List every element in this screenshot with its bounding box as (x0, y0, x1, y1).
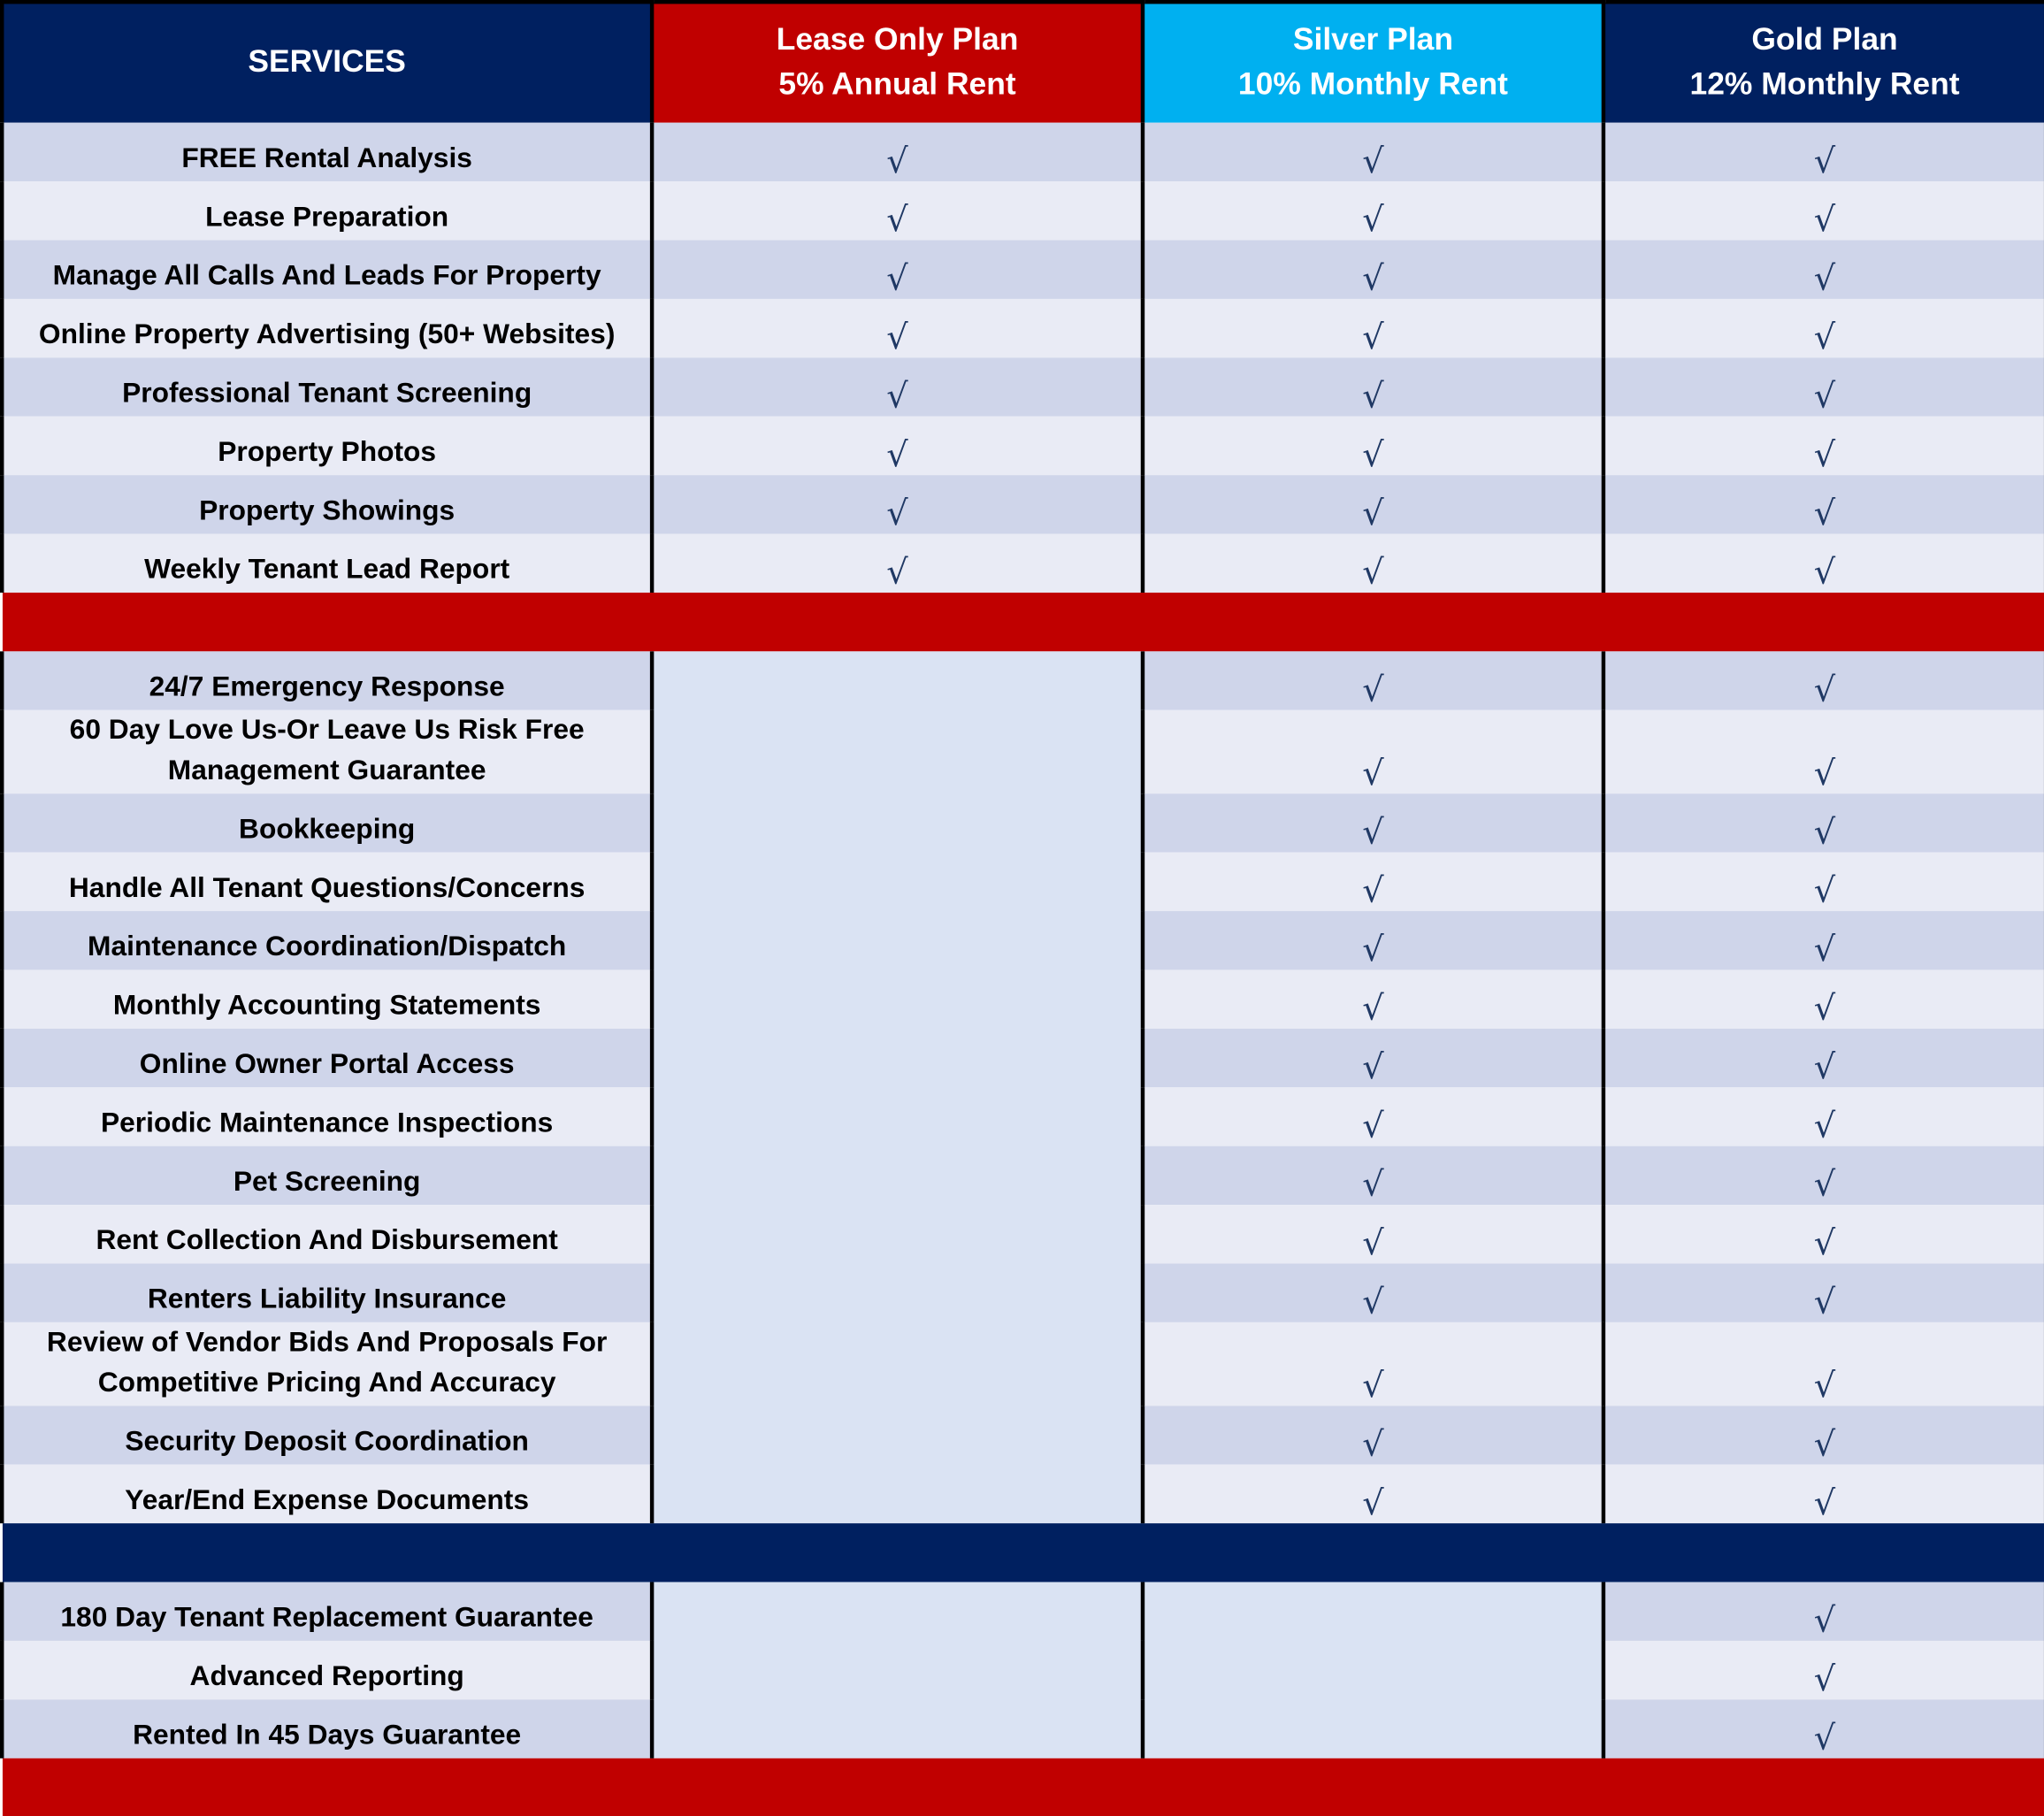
check-mark-icon: √ (1604, 1146, 2044, 1204)
check-mark-icon: √ (652, 122, 1143, 180)
service-name: Periodic Maintenance Inspections (2, 1087, 652, 1146)
check-mark-icon: √ (1143, 122, 1604, 180)
check-mark-icon: √ (652, 357, 1143, 416)
not-included-cell (1143, 1582, 1604, 1758)
service-name: Handle All Tenant Questions/Concerns (2, 852, 652, 910)
check-mark-icon: √ (1143, 416, 1604, 474)
section-divider (2, 592, 2044, 650)
service-name: Property Photos (2, 416, 652, 474)
service-name: Rented In 45 Days Guarantee (2, 1699, 652, 1758)
lease-only-plan-header (652, 2, 1143, 122)
service-name: Security Deposit Coordination (2, 1406, 652, 1464)
plan-price: 12% Monthly Rent (1689, 66, 1960, 103)
check-mark-icon: √ (1604, 533, 2044, 592)
plan-name: Gold Plan (1751, 22, 1898, 58)
check-mark-icon: √ (1143, 910, 1604, 969)
check-mark-icon: √ (1143, 1406, 1604, 1464)
check-mark-icon: √ (1143, 852, 1604, 910)
check-mark-icon: √ (652, 180, 1143, 239)
check-mark-icon: √ (1143, 1204, 1604, 1262)
header-row (2, 2, 2044, 122)
service-row (2, 122, 2044, 180)
check-mark-icon: √ (1604, 709, 2044, 793)
silver-plan-header (1143, 2, 1604, 122)
check-mark-icon: √ (1604, 1582, 2044, 1640)
service-name: Property Showings (2, 474, 652, 533)
check-mark-icon: √ (1143, 709, 1604, 793)
table-body (2, 122, 2044, 1816)
check-mark-icon: √ (1604, 240, 2044, 298)
check-mark-icon: √ (1604, 357, 2044, 416)
check-mark-icon: √ (652, 533, 1143, 592)
check-mark-icon: √ (1143, 969, 1604, 1028)
service-name: 180 Day Tenant Replacement Guarantee (2, 1582, 652, 1640)
service-row (2, 1582, 2044, 1640)
check-mark-icon: √ (1604, 122, 2044, 180)
section-divider (2, 1758, 2044, 1816)
service-row (2, 180, 2044, 239)
service-name: 24/7 Emergency Response (2, 651, 652, 709)
service-name: Year/End Expense Documents (2, 1464, 652, 1522)
service-row (2, 416, 2044, 474)
check-mark-icon: √ (1604, 1640, 2044, 1698)
check-mark-icon: √ (652, 416, 1143, 474)
check-mark-icon: √ (1604, 1204, 2044, 1262)
section-divider (2, 1522, 2044, 1581)
check-mark-icon: √ (1143, 240, 1604, 298)
check-mark-icon: √ (1604, 1322, 2044, 1405)
service-row (2, 533, 2044, 592)
service-name: Professional Tenant Screening (2, 357, 652, 416)
section-divider-bar (2, 1522, 2044, 1581)
check-mark-icon: √ (652, 474, 1143, 533)
plan-price: 10% Monthly Rent (1237, 66, 1508, 103)
service-row (2, 474, 2044, 533)
service-name: Weekly Tenant Lead Report (2, 533, 652, 592)
service-name: Pet Screening (2, 1146, 652, 1204)
plan-price: 5% Annual Rent (778, 66, 1016, 103)
plan-name: Lease Only Plan (776, 22, 1019, 58)
service-name: Renters Liability Insurance (2, 1263, 652, 1322)
check-mark-icon: √ (1604, 910, 2044, 969)
check-mark-icon: √ (1604, 180, 2044, 239)
service-name: Review of Vendor Bids And Proposals For Competitive Pricing And Accuracy (2, 1322, 652, 1405)
plan-name: Silver Plan (1292, 22, 1453, 58)
gold-plan-header (1604, 2, 2044, 122)
check-mark-icon: √ (1143, 533, 1604, 592)
service-name: FREE Rental Analysis (2, 122, 652, 180)
check-mark-icon: √ (1143, 1146, 1604, 1204)
check-mark-icon: √ (1143, 1322, 1604, 1405)
check-mark-icon: √ (1604, 651, 2044, 709)
not-included-cell (652, 1582, 1143, 1758)
check-mark-icon: √ (1604, 1087, 2044, 1146)
not-included-cell (652, 651, 1143, 1523)
service-name: Online Property Advertising (50+ Websites) (2, 298, 652, 356)
check-mark-icon: √ (1143, 180, 1604, 239)
check-mark-icon: √ (1604, 793, 2044, 851)
check-mark-icon: √ (652, 240, 1143, 298)
check-mark-icon: √ (1604, 416, 2044, 474)
service-name: Advanced Reporting (2, 1640, 652, 1698)
check-mark-icon: √ (1143, 1028, 1604, 1086)
section-divider-bar (2, 592, 2044, 650)
check-mark-icon: √ (652, 298, 1143, 356)
service-name: Monthly Accounting Statements (2, 969, 652, 1028)
check-mark-icon: √ (1143, 1087, 1604, 1146)
check-mark-icon: √ (1604, 1406, 2044, 1464)
service-row (2, 240, 2044, 298)
check-mark-icon: √ (1604, 1028, 2044, 1086)
service-name: Online Owner Portal Access (2, 1028, 652, 1086)
check-mark-icon: √ (1604, 969, 2044, 1028)
check-mark-icon: √ (1143, 357, 1604, 416)
check-mark-icon: √ (1143, 474, 1604, 533)
service-row (2, 651, 2044, 709)
check-mark-icon: √ (1604, 1464, 2044, 1522)
check-mark-icon: √ (1604, 1699, 2044, 1758)
service-name: Manage All Calls And Leads For Property (2, 240, 652, 298)
services-column-header: SERVICES (2, 2, 652, 122)
service-row (2, 298, 2044, 356)
check-mark-icon: √ (1143, 1464, 1604, 1522)
check-mark-icon: √ (1143, 793, 1604, 851)
check-mark-icon: √ (1604, 298, 2044, 356)
check-mark-icon: √ (1604, 1263, 2044, 1322)
service-name: 60 Day Love Us-Or Leave Us Risk Free Management Guarantee (2, 709, 652, 793)
section-divider-bar (2, 1758, 2044, 1816)
service-name: Bookkeeping (2, 793, 652, 851)
check-mark-icon: √ (1143, 651, 1604, 709)
check-mark-icon: √ (1143, 1263, 1604, 1322)
service-name: Rent Collection And Disbursement (2, 1204, 652, 1262)
service-name: Lease Preparation (2, 180, 652, 239)
check-mark-icon: √ (1143, 298, 1604, 356)
check-mark-icon: √ (1604, 852, 2044, 910)
service-row (2, 357, 2044, 416)
service-name: Maintenance Coordination/Dispatch (2, 910, 652, 969)
check-mark-icon: √ (1604, 474, 2044, 533)
